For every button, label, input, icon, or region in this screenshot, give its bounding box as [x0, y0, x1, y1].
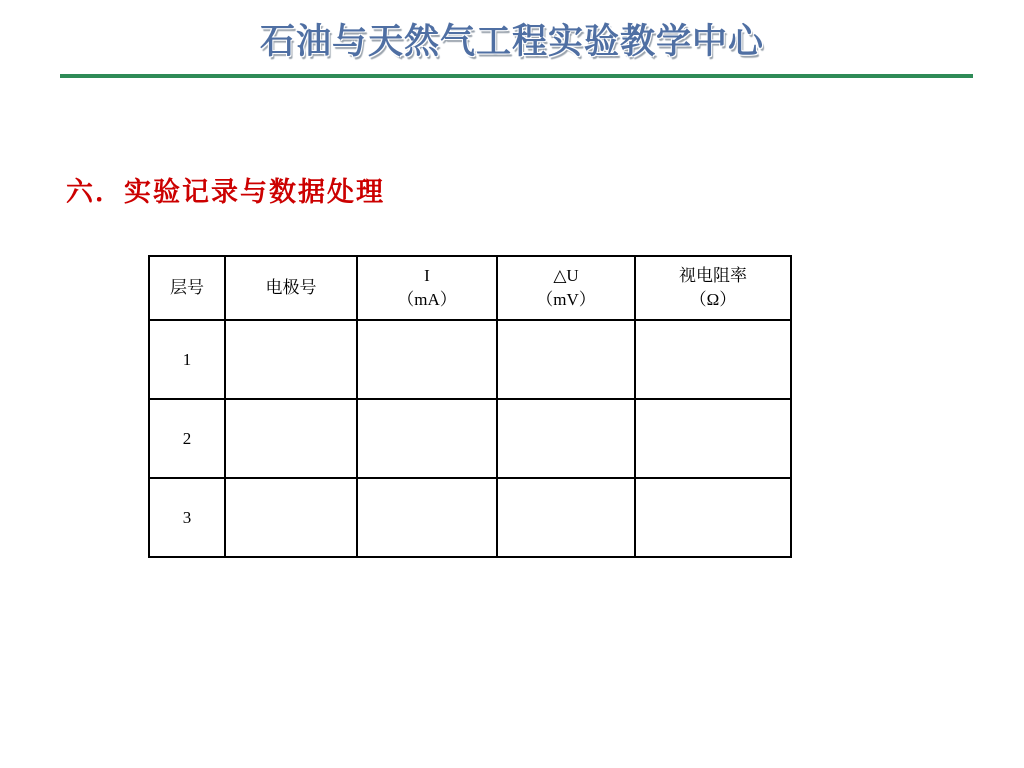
column-header-unit: （Ω）: [689, 290, 737, 309]
electrode-cell: [225, 399, 357, 478]
resistivity-cell: [635, 478, 791, 557]
layer-cell: 2: [149, 399, 225, 478]
table-header-row: [149, 256, 791, 320]
electrode-cell: [225, 478, 357, 557]
page-title: 石油与天然气工程实验教学中心: [259, 22, 764, 62]
layer-cell: 3: [149, 478, 225, 557]
current-cell: [357, 320, 497, 399]
column-header-label: 视电阻率: [679, 266, 747, 285]
voltage-cell: [497, 478, 635, 557]
section-heading: 六．实验记录与数据处理: [66, 177, 385, 208]
current-cell: [357, 399, 497, 478]
column-header-label: 电极号: [265, 278, 317, 297]
column-header-label: I: [424, 266, 430, 285]
column-header-label: △U: [553, 266, 579, 285]
column-header-voltage: [497, 256, 635, 320]
electrode-cell: [225, 320, 357, 399]
voltage-cell: [497, 399, 635, 478]
column-header-resistivity: [635, 256, 791, 320]
column-header-electrode: [225, 256, 357, 320]
header-divider: [60, 74, 973, 78]
data-record-table: [148, 255, 792, 558]
voltage-cell: [497, 320, 635, 399]
table-row: [149, 320, 791, 399]
column-header-layer: [149, 256, 225, 320]
current-cell: [357, 478, 497, 557]
column-header-label: 层号: [170, 278, 204, 297]
table-row: [149, 478, 791, 557]
column-header-current: [357, 256, 497, 320]
layer-cell: 1: [149, 320, 225, 399]
table-row: [149, 399, 791, 478]
column-header-unit: （mV）: [536, 290, 596, 309]
column-header-unit: （mA）: [397, 290, 457, 309]
resistivity-cell: [635, 399, 791, 478]
resistivity-cell: [635, 320, 791, 399]
